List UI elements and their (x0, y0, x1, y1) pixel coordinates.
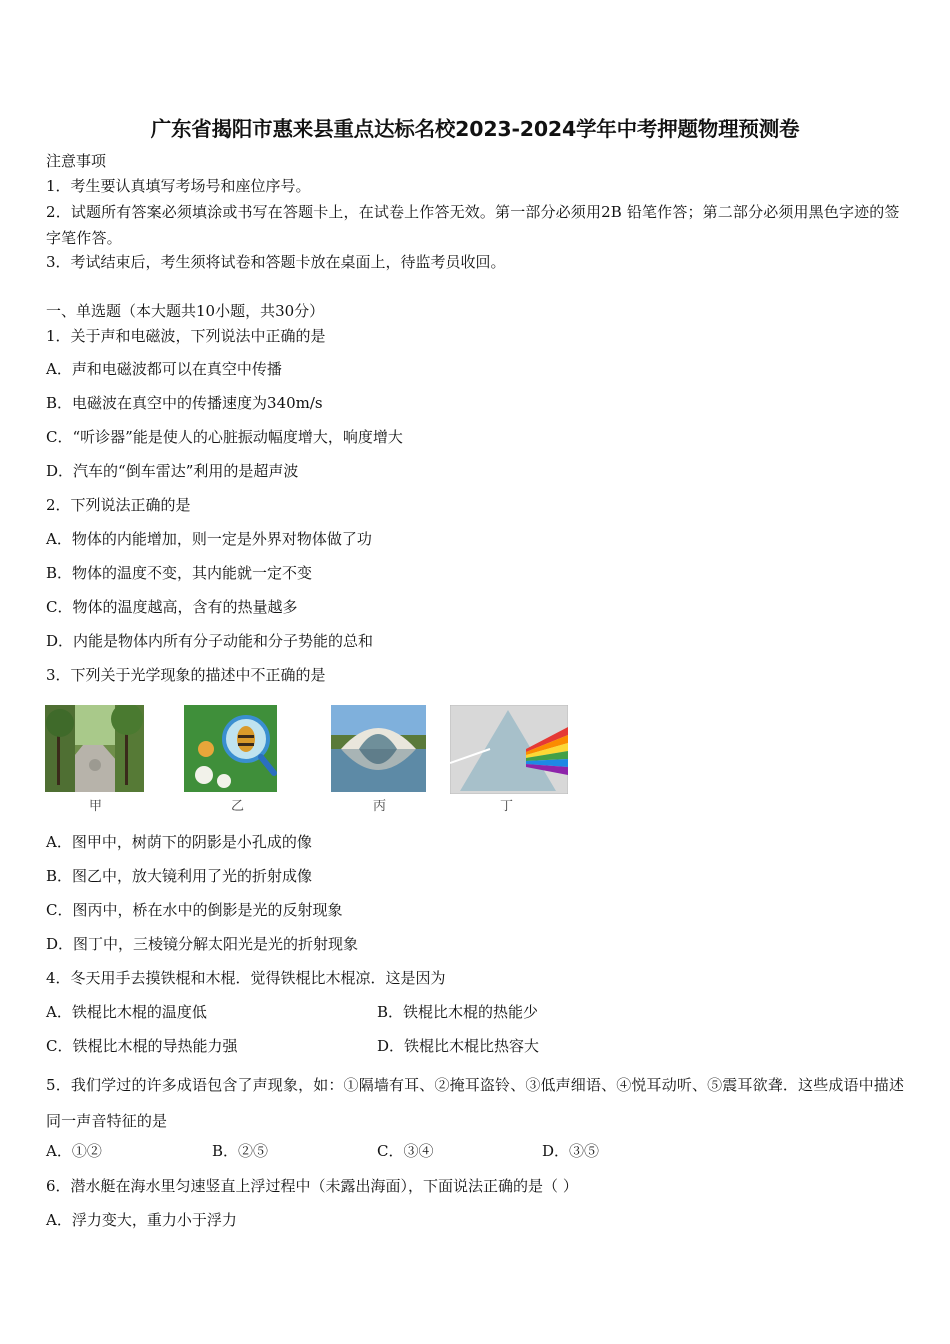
q3-option-c: C．图丙中，桥在水中的倒影是光的反射现象 (46, 901, 343, 919)
section-heading: 一、单选题（本大题共10小题，共30分） (46, 302, 325, 320)
q5-option-c: C．③④ (377, 1142, 434, 1160)
notice-item-2: 2．试题所有答案必须填涂或书写在答题卡上，在试卷上作答无效。第一部分必须用2B 铅笔作答；第二部分必须用黑色字迹的签字笔作答。 (46, 203, 900, 247)
q5-stem: 5．我们学过的许多成语包含了声现象，如：①隔墙有耳、②掩耳盗铃、③低声细语、④悦耳动听、⑤震耳欲聋．这些成语中描述同一声音特征的是 (46, 1076, 905, 1130)
figure-bing-bridge-reflection (331, 705, 426, 792)
q6-stem: 6．潜水艇在海水里匀速竖直上浮过程中（未露出海面），下面说法正确的是（ ） (46, 1177, 578, 1195)
figure-caption-yi: 乙 (231, 799, 245, 814)
notice-item-3: 3．考试结束后，考生须将试卷和答题卡放在桌面上，待监考员收回。 (46, 253, 506, 271)
figure-caption-ding: 丁 (500, 799, 514, 814)
figure-caption-bing: 丙 (373, 799, 387, 814)
q4-option-d: D．铁棍比木棍比热容大 (377, 1037, 540, 1055)
figure-yi-magnifier (184, 705, 277, 792)
figure-ding-prism (450, 705, 568, 794)
notice-heading: 注意事项 (46, 152, 107, 170)
q2-option-a: A．物体的内能增加，则一定是外界对物体做了功 (46, 530, 372, 548)
q2-option-c: C．物体的温度越高，含有的热量越多 (46, 598, 298, 616)
figure-caption-jia: 甲 (89, 799, 103, 814)
q2-option-b: B．物体的温度不变，其内能就一定不变 (46, 564, 313, 582)
q3-stem: 3．下列关于光学现象的描述中不正确的是 (46, 666, 326, 684)
exam-title: 广东省揭阳市惠来县重点达标名校2023-2024学年中考押题物理预测卷 (150, 117, 800, 141)
figure-jia-tree-shade (45, 705, 144, 792)
q4-option-a: A．铁棍比木棍的温度低 (46, 1003, 207, 1021)
q3-option-b: B．图乙中，放大镜利用了光的折射成像 (46, 867, 313, 885)
q1-option-a: A．声和电磁波都可以在真空中传播 (46, 360, 282, 378)
q1-option-c: C．“听诊器”能是使人的心脏振动幅度增大，响度增大 (46, 428, 403, 446)
q4-option-c: C．铁棍比木棍的导热能力强 (46, 1037, 238, 1055)
q1-option-b: B．电磁波在真空中的传播速度为340m/s (46, 394, 323, 412)
q3-option-a: A．图甲中，树荫下的阴影是小孔成的像 (46, 833, 312, 851)
q5-option-d: D．③⑤ (542, 1142, 600, 1160)
q3-option-d: D．图丁中，三棱镜分解太阳光是光的折射现象 (46, 935, 359, 953)
q1-option-d: D．汽车的“倒车雷达”利用的是超声波 (46, 462, 299, 480)
q4-stem: 4．冬天用手去摸铁棍和木棍．觉得铁棍比木棍凉．这是因为 (46, 969, 446, 987)
q2-stem: 2．下列说法正确的是 (46, 496, 191, 514)
q2-option-d: D．内能是物体内所有分子动能和分子势能的总和 (46, 632, 374, 650)
q5-option-a: A．①② (46, 1142, 102, 1160)
q1-stem: 1．关于声和电磁波，下列说法中正确的是 (46, 327, 326, 345)
q4-option-b: B．铁棍比木棍的热能少 (377, 1003, 539, 1021)
q5-option-b: B．②⑤ (212, 1142, 269, 1160)
notice-item-1: 1．考生要认真填写考场号和座位序号。 (46, 177, 311, 195)
q6-option-a: A．浮力变大，重力小于浮力 (46, 1211, 237, 1229)
